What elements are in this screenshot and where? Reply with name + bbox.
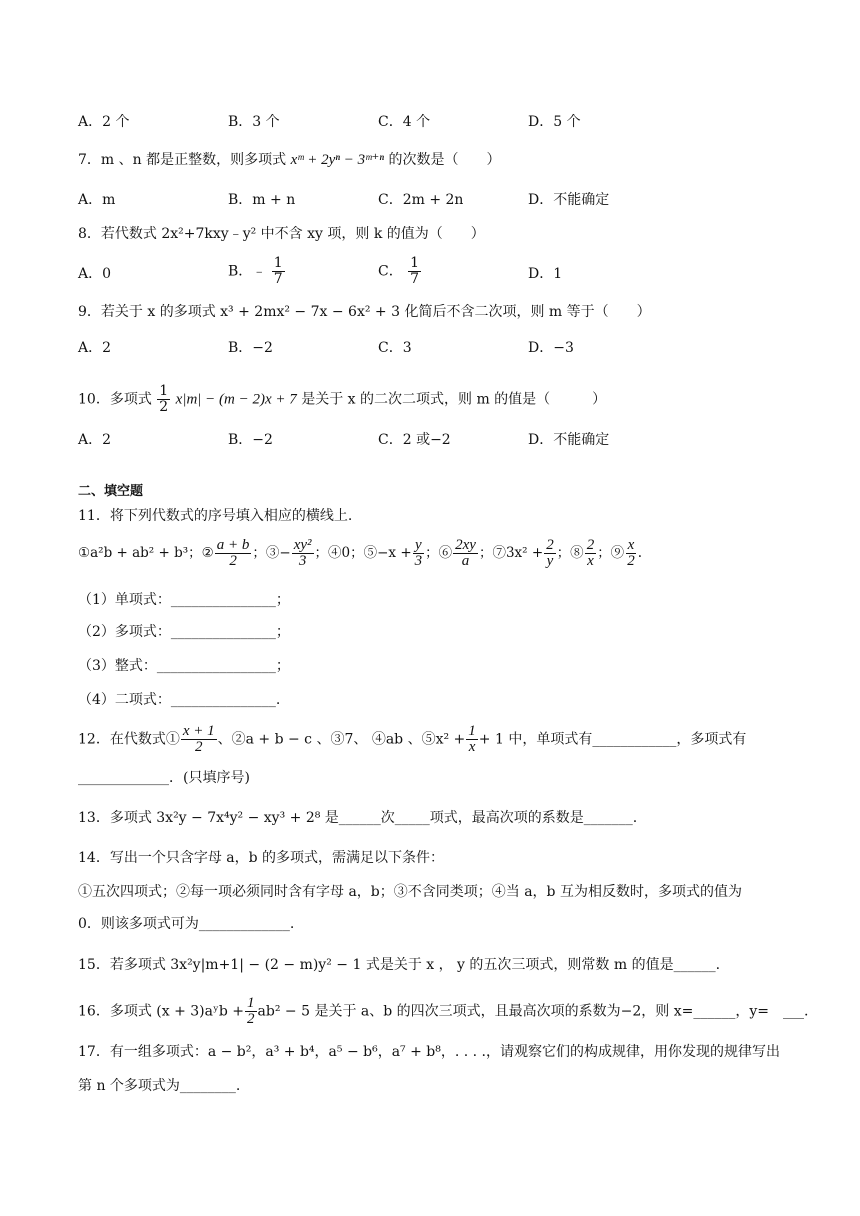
q11-fraction-9	[625, 538, 637, 569]
q6-option-c: C．4 个	[378, 114, 431, 130]
question-16[interactable]	[78, 996, 808, 1027]
fraction-denominator: 2	[247, 1011, 255, 1027]
q8-option-a: A．0	[78, 266, 112, 282]
q16-fraction	[245, 996, 257, 1027]
q10-expression: x|m| − (m − 2)x + 7	[175, 391, 297, 408]
q9-option-a: A．2	[78, 340, 112, 356]
q16-text: ab² − 5 是关于 a、b 的四次三项式，且最高次项的系数为−2，则 x=______，y= ___.	[257, 1003, 809, 1020]
fraction-denominator: 2	[159, 399, 169, 415]
fraction-denominator: 7	[410, 271, 420, 287]
q11-fraction-8	[585, 538, 597, 569]
q11-blank-integral[interactable]: （3）整式：_________________；	[78, 658, 290, 674]
q8-option-c-prefix: C．	[378, 263, 403, 280]
q6-option-b: B．3 个	[228, 114, 280, 130]
q8-option-c-fraction	[408, 256, 421, 287]
fraction-denominator: 7	[273, 271, 283, 287]
fraction-numerator: xy²	[293, 537, 312, 553]
question-17: 17．有一组多项式：a − b²，a³ + b⁴，a⁵ − b⁶，a⁷ + b⁸，. . . .，请观察它们的构成规律，用你发现的规律写出	[78, 1044, 781, 1060]
q7-text-after: 的次数是（ ）	[388, 152, 501, 168]
q8-option-d: D．1	[528, 266, 563, 282]
q12-fraction-1	[181, 724, 217, 755]
question-10	[78, 384, 606, 415]
q12-text[interactable]: + 1 中，单项式有____________，多项式有	[478, 731, 747, 748]
q11-blank-monomial[interactable]: （1）单项式：_______________；	[78, 592, 290, 608]
fraction-numerator: 1	[468, 723, 476, 739]
q7-option-b: B．m + n	[228, 192, 296, 208]
question-15[interactable]: 15．若多项式 3x²y|m+1| − (2 − m)y² − 1 式是关于 x ， y 的五次三项式，则常数 m 的值是______.	[78, 957, 721, 973]
q10-option-a: A．2	[78, 432, 112, 448]
fraction-numerator: 2xy	[455, 537, 476, 553]
fraction-denominator: y	[546, 553, 554, 569]
question-11: 11．将下列代数式的序号填入相应的横线上.	[78, 508, 353, 524]
q7-number: 7．	[78, 152, 101, 168]
q11-expr-text: .	[637, 545, 642, 561]
q11-expr-text: ；⑦3x² +	[478, 545, 544, 561]
q14-answer-line[interactable]: 0．则该多项式可为_____________.	[78, 916, 295, 932]
section-heading-fill-in: 二、填空题	[78, 484, 144, 499]
fraction-numerator: 2	[586, 537, 595, 553]
fraction-denominator: 2	[229, 553, 237, 569]
q11-fraction-7	[544, 538, 556, 569]
q16-text: 16．多项式 (x + 3)aʸb +	[78, 1003, 245, 1020]
q12-text: 12．在代数式①	[78, 731, 180, 748]
fraction-denominator: a	[461, 553, 470, 569]
q10-option-d: D．不能确定	[528, 432, 610, 448]
q7-option-c: C．2m + 2n	[378, 192, 464, 208]
q7-option-d: D．不能确定	[528, 192, 610, 208]
q8-option-b	[228, 256, 286, 287]
question-13[interactable]: 13．多项式 3x²y − 7x⁴y² − xy³ + 2⁸ 是______次_____项式，最高次项的系数是_______.	[78, 810, 638, 826]
q11-expr-text: ；⑧	[556, 545, 584, 561]
q12-text: 、②a + b − c 、③7、 ④ab 、⑤x² +	[217, 731, 466, 748]
q11-expr-text: ；③−	[252, 545, 291, 561]
q11-blank-binomial[interactable]: （4）二项式：_______________.	[78, 692, 281, 708]
q6-option-d: D．5 个	[528, 114, 581, 130]
question-14: 14．写出一个只含字母 a，b 的多项式，需满足以下条件：	[78, 850, 445, 866]
q11-expr-text: ①a²b + ab² + b³；②	[78, 545, 214, 561]
question-7	[78, 150, 500, 170]
q11-fraction-2	[215, 538, 252, 569]
q11-fraction-5	[413, 538, 425, 569]
q10-option-c: C．2 或−2	[378, 432, 451, 448]
q11-blank-polynomial[interactable]: （2）多项式：_______________；	[78, 624, 290, 640]
q11-expr-text: ；⑥	[425, 545, 453, 561]
q7-text-before: m 、n 都是正整数，则多项式	[100, 152, 287, 168]
q10-prefix: 10．多项式	[78, 391, 152, 408]
fraction-denominator: x	[587, 553, 594, 569]
q11-expr-text: ；⑨	[597, 545, 625, 561]
q17-answer-line[interactable]: 第 n 个多项式为________.	[78, 1078, 241, 1094]
fraction-numerator: x	[627, 537, 635, 553]
q6-option-a: A．2 个	[78, 114, 130, 130]
q11-fraction-3	[292, 538, 314, 569]
q12-fraction-5	[466, 724, 478, 755]
fraction-denominator: 3	[414, 553, 423, 569]
q7-expression: xᵐ + 2yⁿ − 3ᵐ⁺ⁿ	[290, 152, 385, 168]
fraction-numerator: 2	[546, 537, 554, 553]
q11-expr-text: ；④0；⑤−x +	[314, 545, 412, 561]
q7-option-a: A．m	[78, 192, 116, 208]
q8-option-c	[378, 256, 422, 287]
q9-option-d: D．−3	[528, 340, 574, 356]
fraction-numerator: a + b	[216, 537, 250, 553]
fraction-denominator: 2	[627, 553, 635, 569]
q10-option-b: B．−2	[228, 432, 273, 448]
q11-fraction-6	[453, 538, 478, 569]
q10-suffix: 是关于 x 的二次二项式，则 m 的值是（ ）	[301, 391, 607, 408]
fraction-numerator: 1	[273, 255, 283, 271]
question-8: 8．若代数式 2x²+7kxy﹣y² 中不含 xy 项，则 k 的值为（ ）	[78, 226, 485, 242]
fraction-numerator: 1	[410, 255, 420, 271]
q8-option-b-fraction	[272, 256, 285, 287]
q8-option-b-prefix: B．﹣	[228, 263, 267, 280]
q9-option-b: B．−2	[228, 340, 273, 356]
fraction-numerator: x + 1	[182, 723, 215, 739]
fraction-numerator: y	[415, 537, 422, 553]
fraction-numerator: 1	[159, 383, 169, 399]
q14-conditions: ①五次四项式；②每一项必须同时含有字母 a，b；③不含同类项；④当 a，b 互为相反数时，多项式的值为	[78, 884, 742, 900]
question-12	[78, 724, 746, 755]
q12-line-2[interactable]: _____________．(只填序号)	[78, 770, 250, 786]
q10-fraction	[157, 384, 170, 415]
fraction-denominator: 3	[298, 553, 307, 569]
fraction-denominator: 2	[194, 739, 203, 755]
fraction-denominator: x	[468, 739, 476, 755]
fraction-numerator: 1	[247, 995, 255, 1011]
q9-option-c: C．3	[378, 340, 412, 356]
question-9: 9．若关于 x 的多项式 x³ + 2mx² − 7x − 6x² + 3 化简后不含二次项，则 m 等于（ ）	[78, 304, 651, 320]
q11-expressions	[78, 538, 642, 569]
